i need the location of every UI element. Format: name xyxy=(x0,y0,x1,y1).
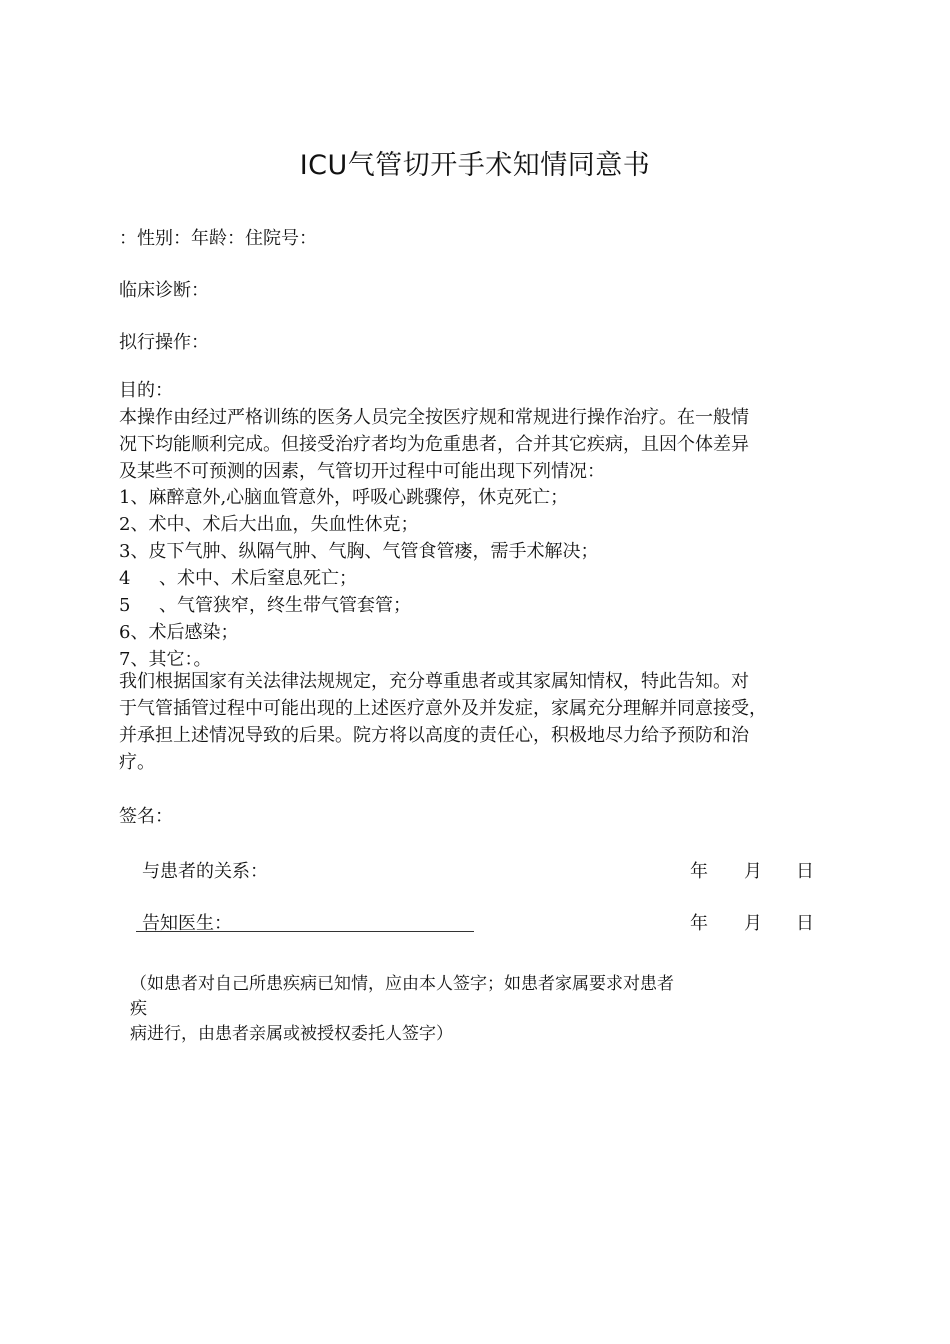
risk-item: 1、麻醉意外,心脑血管意外，呼吸心跳骤停，休克死亡； xyxy=(119,487,569,508)
risk-item: 5 、气管狭窄，终生带气管套管； xyxy=(119,595,411,616)
risk-item: 2、术中、术后大出血，失血性休克； xyxy=(119,514,419,535)
date-month: 月 xyxy=(744,861,762,882)
date-day: 日 xyxy=(796,861,814,882)
relation-date xyxy=(690,857,814,883)
signature-label: 签名： xyxy=(119,806,173,827)
procedure-label: 拟行操作： xyxy=(119,332,209,353)
note-line: 病进行，由患者亲属或被授权委托人签字） xyxy=(130,1024,453,1044)
date-month: 月 xyxy=(744,913,762,934)
document-title: ICU气管切开手术知情同意书 xyxy=(299,150,651,181)
date-year: 年 xyxy=(690,861,708,882)
risk-item: 6、术后感染； xyxy=(119,622,239,643)
statement-section xyxy=(119,668,839,776)
statement-line: 我们根据国家有关法律法规规定，充分尊重患者或其家属知情权，特此告知。对 xyxy=(119,671,749,692)
risk-item: 7、其它：。 xyxy=(119,649,212,670)
risk-item: 3、皮下气肿、纵隔气肿、气胸、气管食管瘘，需手术解决； xyxy=(119,541,599,562)
doctor-date xyxy=(690,909,814,935)
risk-list xyxy=(119,484,598,673)
doctor-label: 告知医生： xyxy=(142,913,232,934)
patient-info-line: ：性别：年龄：住院号： xyxy=(119,228,317,249)
note-line: 疾 xyxy=(130,999,147,1019)
date-year: 年 xyxy=(690,913,708,934)
purpose-line: 及某些不可预测的因素，气管切开过程中可能出现下列情况： xyxy=(119,461,605,482)
purpose-line: 本操作由经过严格训练的医务人员完全按医疗规和常规进行操作治疗。在一般情 xyxy=(119,407,749,428)
doctor-signature-line xyxy=(136,931,474,932)
risk-item: 4 、术中、术后窒息死亡； xyxy=(119,568,357,589)
statement-line: 疗。 xyxy=(119,752,155,773)
statement-line: 并承担上述情况导致的后果。院方将以高度的责任心，积极地尽力给予预防和治 xyxy=(119,725,749,746)
purpose-label: 目的： xyxy=(119,380,173,401)
signature-note xyxy=(130,972,674,1047)
diagnosis-label: 临床诊断： xyxy=(119,280,209,301)
purpose-line: 况下均能顺利完成。但接受治疗者均为危重患者，合并其它疾病，且因个体差异 xyxy=(119,434,749,455)
statement-line: 于气管插管过程中可能出现的上述医疗意外及并发症，家属充分理解并同意接受， xyxy=(119,698,767,719)
date-day: 日 xyxy=(796,913,814,934)
relation-label: 与患者的关系： xyxy=(142,861,268,882)
note-line: （如患者对自己所患疾病已知情，应由本人签字；如患者家属要求对患者 xyxy=(130,974,674,994)
purpose-section xyxy=(119,377,839,485)
